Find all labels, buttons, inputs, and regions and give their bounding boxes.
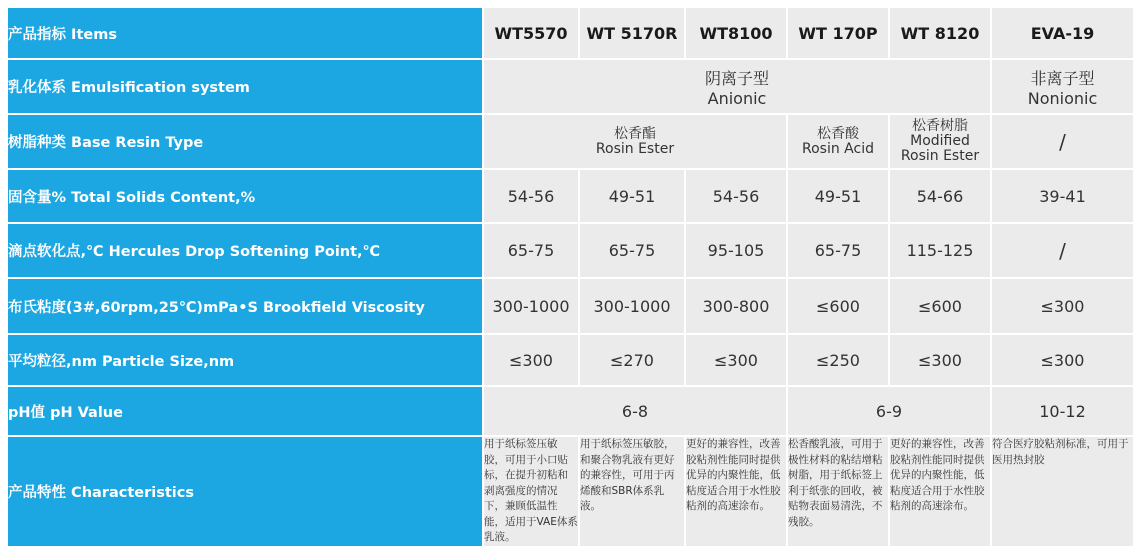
resin-row <box>7 114 1134 169</box>
nonionic-cn: 非离子型 <box>1030 68 1095 88</box>
softening-value: 65-75 <box>483 223 579 278</box>
rosin-acid-en: Rosin Acid <box>802 140 874 157</box>
particle-label: 平均粒径,nm Particle Size,nm <box>7 334 483 386</box>
anionic-cn: 阴离子型 <box>704 68 769 88</box>
characteristics-label: 产品特性 Characteristics <box>7 436 483 547</box>
characteristics-text: 松香酸乳液，可用于极性材料的粘结增粘树脂，用于纸标签上利于纸张的回收，被贴物表面易清洗，不残胶。 <box>787 436 889 547</box>
viscosity-label: 布氏粘度(3#,60rpm,25℃)mPa•S Brookfield Viscosity <box>7 278 483 334</box>
col-wt8100: WT8100 <box>685 7 787 59</box>
particle-value: ≤250 <box>787 334 889 386</box>
solids-value: 49-51 <box>579 169 685 223</box>
softening-row <box>7 223 1134 278</box>
softening-value: 65-75 <box>787 223 889 278</box>
modified-en-1: Modified <box>910 133 970 149</box>
solids-value: 49-51 <box>787 169 889 223</box>
modified-cn: 松香树脂 <box>912 118 968 134</box>
softening-value: / <box>991 223 1134 278</box>
softening-label: 滴点软化点,℃ Hercules Drop Softening Point,℃ <box>7 223 483 278</box>
softening-value: 95-105 <box>685 223 787 278</box>
viscosity-row <box>7 278 1134 334</box>
characteristics-text: 更好的兼容性，改善胶粘剂性能同时提供优异的内聚性能，低粘度适合用于水性胶粘剂的高速涂布。 <box>685 436 787 547</box>
viscosity-value: ≤300 <box>991 278 1134 334</box>
softening-value: 65-75 <box>579 223 685 278</box>
particle-row <box>7 334 1134 386</box>
particle-value: ≤300 <box>483 334 579 386</box>
ph-row <box>7 386 1134 436</box>
softening-value: 115-125 <box>889 223 991 278</box>
items-header: 产品指标 Items <box>7 7 483 59</box>
col-wt8120: WT 8120 <box>889 7 991 59</box>
col-wt170p: WT 170P <box>787 7 889 59</box>
characteristics-row <box>7 436 1134 547</box>
rosin-acid-cn: 松香酸 <box>817 125 859 142</box>
viscosity-value: 300-1000 <box>579 278 685 334</box>
rosin-ester-en: Rosin Ester <box>595 140 675 157</box>
emulsification-nonionic <box>991 59 1134 114</box>
solids-value: 39-41 <box>991 169 1134 223</box>
ph-label: pH值 pH Value <box>7 386 483 436</box>
characteristics-text: 更好的兼容性，改善胶粘剂性能同时提供优异的内聚性能，低粘度适合用于水性胶粘剂的高速涂布。 <box>889 436 991 547</box>
viscosity-value: 300-1000 <box>483 278 579 334</box>
emulsification-anionic <box>483 59 991 114</box>
col-wt5170r: WT 5170R <box>579 7 685 59</box>
characteristics-text: 用于纸标签压敏胶，可用于小口贴标，在提升初粘和剥离强度的情况下，兼顾低温性能，适用于VAE体系乳液。 <box>483 436 579 547</box>
solids-value: 54-56 <box>685 169 787 223</box>
particle-value: ≤270 <box>579 334 685 386</box>
col-wt5570: WT5570 <box>483 7 579 59</box>
product-spec-table <box>6 6 1135 548</box>
nonionic-en: Nonionic <box>1027 88 1098 108</box>
modified-en-2: Rosin Ester <box>900 148 980 164</box>
resin-eva: / <box>991 114 1134 169</box>
anionic-en: Anionic <box>707 88 767 108</box>
header-row <box>7 7 1134 59</box>
ph-value: 6-8 <box>483 386 787 436</box>
viscosity-value: 300-800 <box>685 278 787 334</box>
col-eva19: EVA-19 <box>991 7 1134 59</box>
rosin-ester-cn: 松香酯 <box>614 125 656 142</box>
resin-modified-rosin-ester <box>889 114 991 169</box>
emulsification-row <box>7 59 1134 114</box>
resin-label: 树脂种类 Base Resin Type <box>7 114 483 169</box>
solids-label: 固含量% Total Solids Content,% <box>7 169 483 223</box>
particle-value: ≤300 <box>685 334 787 386</box>
particle-value: ≤300 <box>889 334 991 386</box>
solids-row <box>7 169 1134 223</box>
emulsification-label: 乳化体系 Emulsification system <box>7 59 483 114</box>
solids-value: 54-56 <box>483 169 579 223</box>
viscosity-value: ≤600 <box>889 278 991 334</box>
solids-value: 54-66 <box>889 169 991 223</box>
viscosity-value: ≤600 <box>787 278 889 334</box>
characteristics-text: 用于纸标签压敏胶，和聚合物乳液有更好的兼容性，可用于丙烯酸和SBR体系乳液。 <box>579 436 685 547</box>
ph-value: 10-12 <box>991 386 1134 436</box>
resin-rosin-acid <box>787 114 889 169</box>
ph-value: 6-9 <box>787 386 991 436</box>
resin-rosin-ester <box>483 114 787 169</box>
characteristics-text: 符合医疗胶粘剂标准，可用于医用热封胶 <box>991 436 1134 547</box>
particle-value: ≤300 <box>991 334 1134 386</box>
